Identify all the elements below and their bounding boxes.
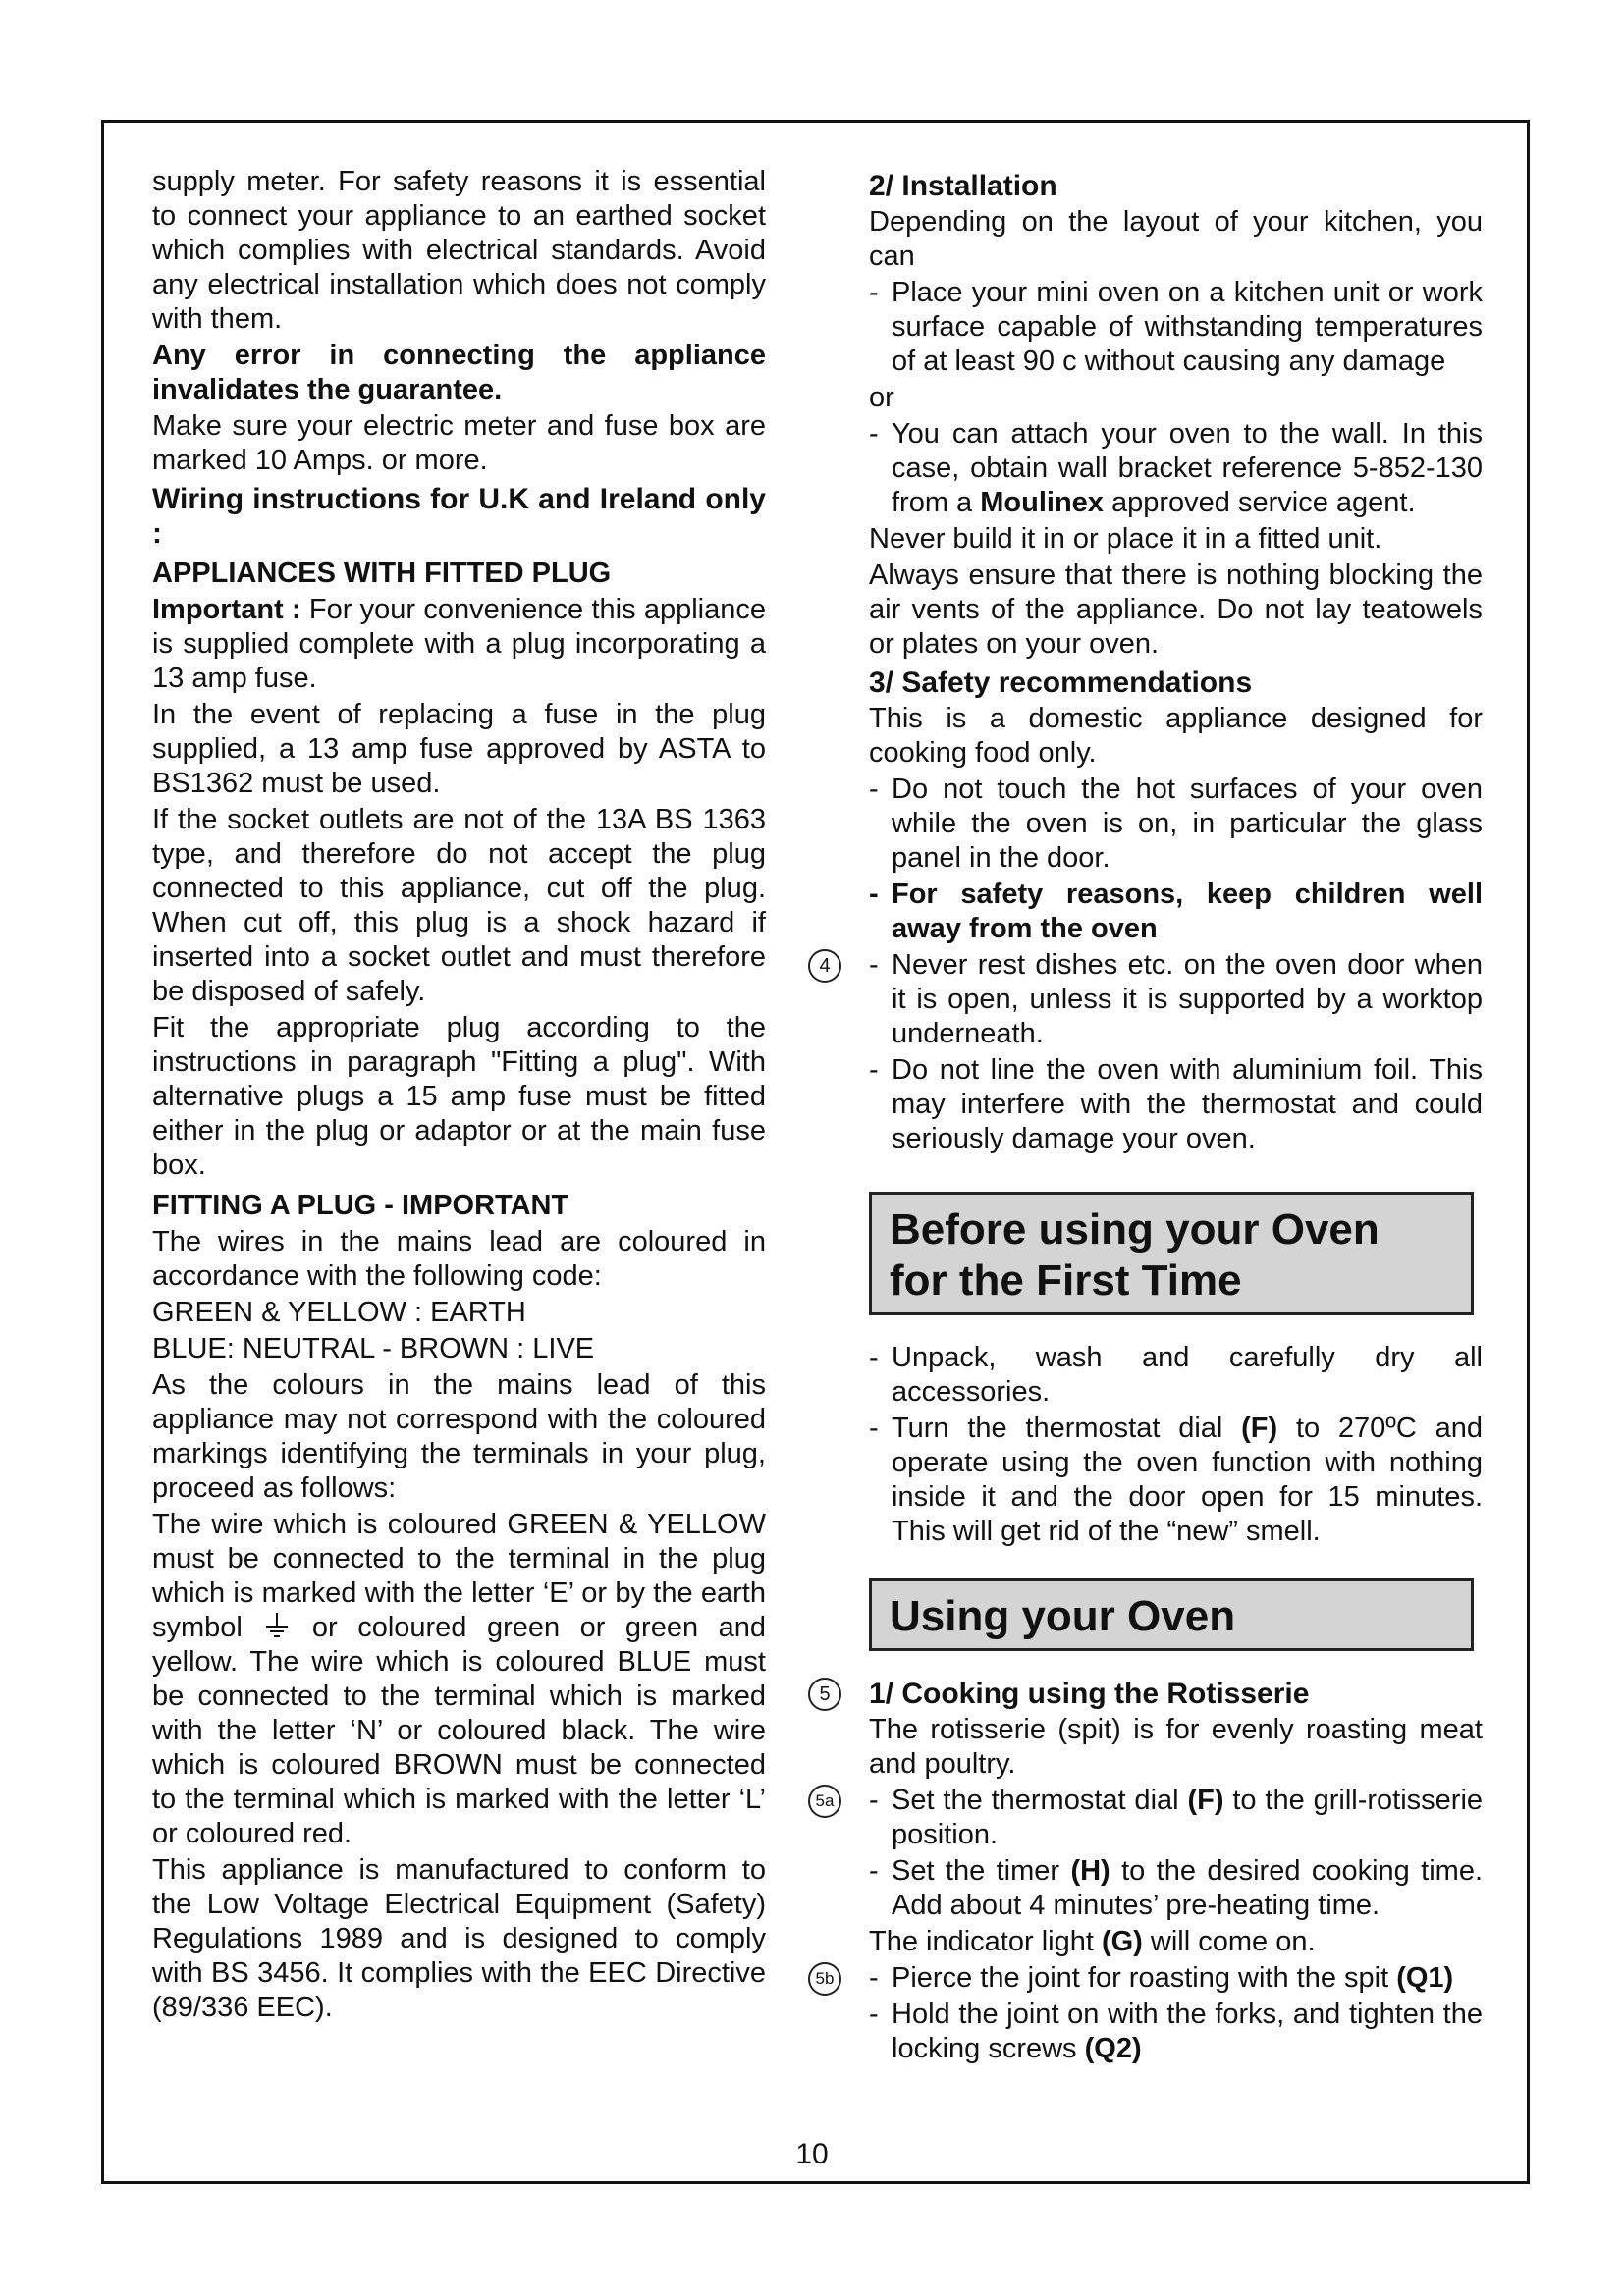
important-label: Important : [152, 594, 301, 625]
rotisserie-bullet-forks: - Hold the joint on with the forks, and tighten the locking screws (Q2) [869, 1999, 1483, 2064]
paragraph-fuse-replace: In the event of replacing a fuse in the plug supplied, a 13 amp fuse approved by ASTA to BS1362 must be used. [152, 699, 766, 799]
figure-marker-4: 4 [808, 949, 841, 983]
page-number: 10 [795, 2138, 829, 2170]
bullet-text: Set the thermostat dial [892, 1785, 1179, 1816]
code-neutral-live: BLUE: NEUTRAL - BROWN : LIVE [152, 1333, 595, 1364]
bullet-text-end: to the desired cooking time. Add about 4 minutes’ pre-heating time. [892, 1855, 1484, 1921]
rotisserie-intro: The rotisserie (spit) is for evenly roasting meat and poultry. [869, 1714, 1483, 1780]
wire-text-a: The wire which is coloured GREEN & YELLOW must be connected to the terminal in the plug which is marked with the letter ‘E’ or by the earth symbol [152, 1509, 766, 1643]
section-title-line2: for the First Time [890, 1256, 1242, 1305]
indicator-text-end: will come on. [1150, 1926, 1316, 1957]
before-bullet-thermostat: - Turn the thermostat dial (F) to 270ºC and operate using the oven function with nothing inside it and the door open for 15 minutes. This will get rid of the “new” smell. [869, 1413, 1483, 1547]
heading-safety: 3/ Safety recommendations [869, 667, 1253, 699]
installation-fitted-unit: Never build it in or place it in a fitted unit. [869, 523, 1382, 555]
heading-text: 1/ Cooking using the Rotisserie [869, 1678, 1310, 1710]
section-title-line1: Before using your Oven [890, 1205, 1380, 1254]
installation-bullet-wall: - You can attach your oven to the wall. In this case, obtain wall bracket reference 5-852-130 from a Moulinex approved service agent. [869, 418, 1483, 518]
heading-installation: 2/ Installation [869, 170, 1057, 202]
paragraph-conformity: This appliance is manufactured to conform to the Low Voltage Electrical Equipment (Safety) Regulations 1989 and is designed to comply with BS 3456. It complies with the EEC Directive (89/336 EEC). [152, 1854, 766, 2023]
heading-wiring: Wiring instructions for U.K and Ireland only : [152, 483, 766, 550]
bullet-text: Never rest dishes etc. on the oven door when it is open, unless it is supported by a worktop underneath. [892, 949, 1483, 1049]
bullet-text: Pierce the joint for roasting with the spit [892, 1962, 1389, 1994]
installation-bullet-unit: - Place your mini oven on a kitchen unit or work surface capable of withstanding temperatures of at least 90 c without causing any damage [869, 277, 1483, 377]
figure-marker-5b: 5b [808, 1962, 841, 1996]
left-column [152, 165, 766, 2027]
wire-text-b: or coloured green or green and yellow. The wire which is coloured BLUE must be connected to the terminal which is marked with the letter ‘N’ or coloured black. The wire which is coloured BROWN must be connected to the terminal which is marked with the letter ‘L’ or coloured red. [152, 1612, 766, 1849]
bullet-text: For safety reasons, keep children well away from the oven [892, 879, 1483, 944]
bullet-text-end: to 270ºC and operate using the oven function with nothing inside it and the door open for 15 minutes. This will get rid of the “new” smell. [892, 1413, 1483, 1547]
right-column [815, 165, 1484, 2068]
bullet-text: Turn the thermostat dial [892, 1413, 1223, 1444]
figure-marker-5a: 5a [808, 1785, 841, 1818]
ref-f: (F) [1241, 1413, 1278, 1444]
ref-q2: (Q2) [1084, 2033, 1142, 2064]
paragraph-earthed-socket: supply meter. For safety reasons it is essential to connect your appliance to an earthed socket which complies with electrical standards. Avoid any electrical installation which does not comply with them. [152, 166, 766, 335]
ref-f: (F) [1187, 1785, 1224, 1816]
bullet-text-end: to the grill-rotisserie position. [892, 1785, 1484, 1850]
indicator-text: The indicator light [869, 1926, 1094, 1957]
rotisserie-bullet-spit: 5b - Pierce the joint for roasting with the spit (Q1) [869, 1961, 1483, 1996]
important-text: For your convenience this appliance is supplied complete with a plug incorporating a 13 amp fuse. [152, 594, 766, 694]
paragraph-socket-outlets: If the socket outlets are not of the 13A BS 1363 type, and therefore do not accept the plug connected to this appliance, cut off the plug. When cut off, this plug is a shock hazard if inserted into a socket outlet and must therefore be disposed of safely. [152, 804, 766, 1007]
before-bullet-unpack: - Unpack, wash and carefully dry all accessories. [869, 1342, 1483, 1408]
warning-guarantee: Any error in connecting the appliance invalidates the guarantee. [152, 340, 766, 405]
ref-h: (H) [1070, 1855, 1110, 1887]
paragraph-wire-terminals [152, 1508, 766, 1851]
heading-fitted-plug: APPLIANCES WITH FITTED PLUG [152, 558, 612, 589]
bullet-text: Unpack, wash and carefully dry all accessories. [892, 1342, 1483, 1408]
paragraph-fit-plug: Fit the appropriate plug according to the instructions in paragraph "Fitting a plug". With alternative plugs a 15 amp fuse must be fitted either in the plug or adaptor or at the main fuse box. [152, 1012, 766, 1181]
safety-bullet-hot-surfaces: - Do not touch the hot surfaces of your oven while the oven is on, in particular the glass panel in the door. [869, 774, 1483, 874]
bullet-text: You can attach your oven to the wall. In this case, obtain wall bracket reference 5-852-130 from a [892, 418, 1483, 518]
bullet-text: Do not line the oven with aluminium foil. This may interfere with the thermostat and could seriously damage your oven. [892, 1054, 1483, 1154]
bullet-text-end: approved service agent. [1110, 487, 1416, 518]
code-earth: GREEN & YELLOW : EARTH [152, 1297, 526, 1328]
bullet-text: Hold the joint on with the forks, and tighten the locking screws [892, 1999, 1483, 2064]
ref-q1: (Q1) [1396, 1962, 1454, 1994]
paragraph-wire-code: The wires in the mains lead are coloured in accordance with the following code: [152, 1226, 766, 1292]
paragraph-meter: Make sure your electric meter and fuse box are marked 10 Amps. or more. [152, 410, 766, 476]
bullet-text: Set the timer [892, 1855, 1060, 1887]
paragraph-important [152, 593, 766, 696]
safety-bullet-foil: - Do not line the oven with aluminium foil. This may interfere with the thermostat and could seriously damage your oven. [869, 1054, 1483, 1154]
ref-g: (G) [1101, 1926, 1143, 1957]
earth-symbol-icon [262, 1611, 292, 1640]
heading-rotisserie [819, 1677, 1483, 1711]
figure-marker-5: 5 [808, 1678, 841, 1711]
section-title-before-using [869, 1192, 1474, 1315]
safety-bullet-children: - For safety reasons, keep children well away from the oven [869, 879, 1483, 944]
bullet-text: Place your mini oven on a kitchen unit or work surface capable of withstanding temperatures of at least 90 c without causing any damage [892, 277, 1483, 377]
paragraph-colours: As the colours in the mains lead of this appliance may not correspond with the coloured markings identifying the terminals in your plug, proceed as follows: [152, 1369, 766, 1504]
rotisserie-bullet-timer: - Set the timer (H) to the desired cooking time. Add about 4 minutes’ pre-heating time. [869, 1855, 1484, 1921]
safety-intro: This is a domestic appliance designed for cooking food only. [869, 703, 1483, 769]
rotisserie-indicator [869, 1925, 1483, 1959]
section-title-text: Using your Oven [890, 1592, 1236, 1640]
rotisserie-bullet-thermostat: 5a - Set the thermostat dial (F) to the grill-rotisserie position. [869, 1784, 1483, 1852]
bullet-text: Do not touch the hot surfaces of your oven while the oven is on, in particular the glass panel in the door. [892, 774, 1483, 874]
safety-bullet-oven-door: 4 - Never rest dishes etc. on the oven door when it is open, unless it is supported by a worktop underneath. [869, 948, 1483, 1051]
heading-fitting-plug: FITTING A PLUG - IMPORTANT [152, 1190, 569, 1221]
installation-or: or [869, 382, 894, 413]
section-title-using-oven [869, 1578, 1474, 1651]
brand-name: Moulinex [980, 487, 1104, 518]
installation-intro: Depending on the layout of your kitchen, you can [869, 206, 1483, 272]
installation-air-vents: Always ensure that there is nothing blocking the air vents of the appliance. Do not lay teatowels or plates on your oven. [869, 560, 1483, 660]
